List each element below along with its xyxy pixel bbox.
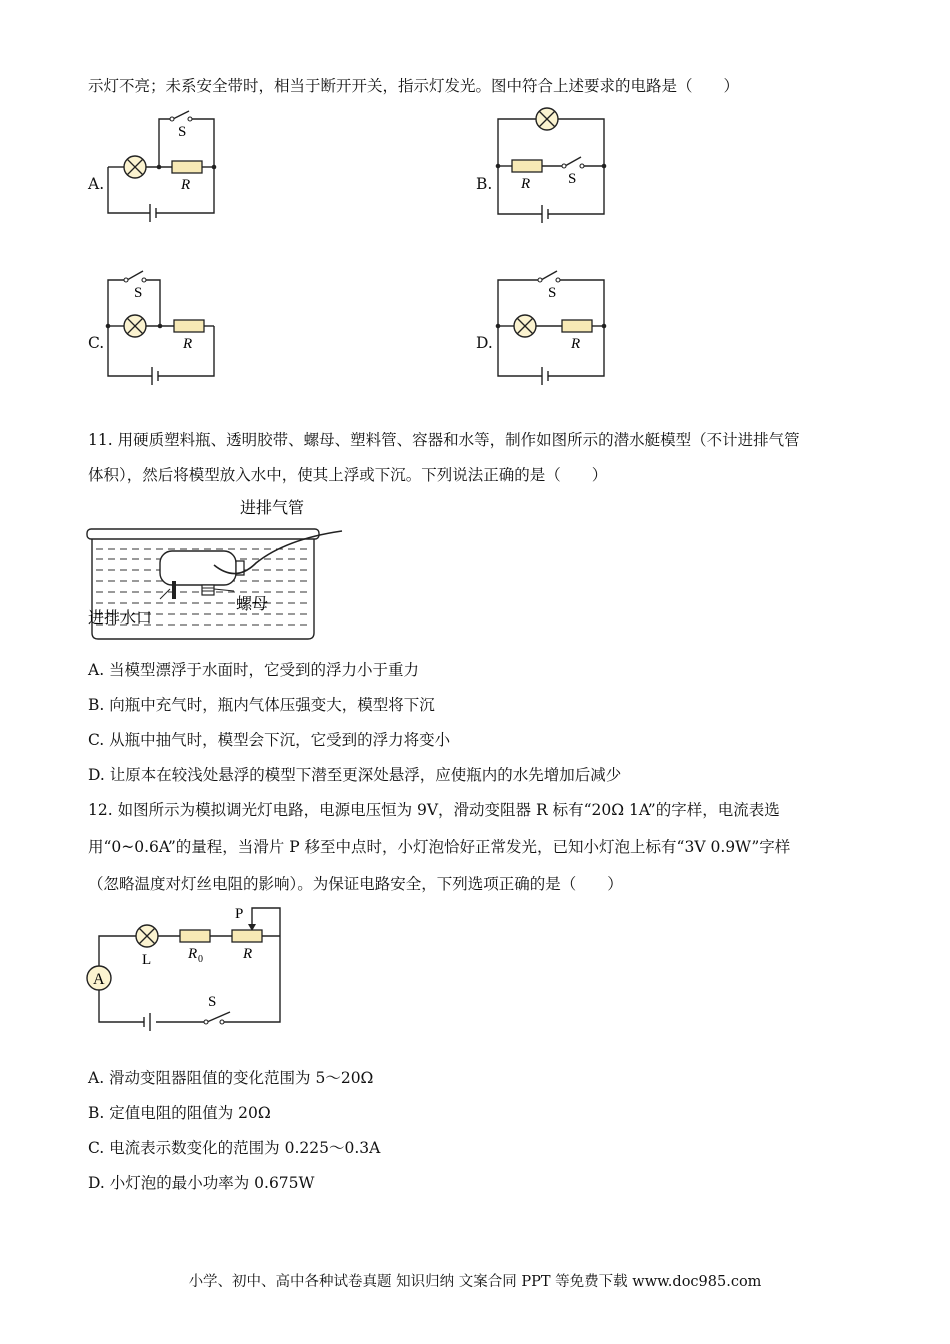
switch-label: S: [208, 994, 217, 1010]
fixed-resistor-label: R: [188, 946, 198, 962]
q12-option-c: C. 电流表示数变化的范围为 0.225～0.3A: [88, 1139, 381, 1157]
resistor-label: R: [181, 177, 191, 193]
q11-option-a: A. 当模型漂浮于水面时，它受到的浮力小于重力: [88, 661, 420, 679]
lamp-icon: [536, 108, 558, 130]
q11-option-b: B. 向瓶中充气时，瓶内气体压强变大，模型将下沉: [88, 696, 435, 714]
page-footer: 小学、初中、高中各种试卷真题 知识归纳 文案合同 PPT 等免费下载 www.doc985.com: [188, 1274, 762, 1290]
water-inlet: [172, 581, 176, 599]
q10-circuit-a: [86, 110, 226, 220]
q12-stem-line-2: 用“0~0.6A”的量程，当滑片 P 移至中点时，小灯泡恰好正常发光，已知小灯泡上标有“3V 0.9W”字样: [88, 838, 791, 856]
q12-stem-line-3: （忽略温度对灯丝电阻的影响）。为保证电路安全，下列选项正确的是（ ）: [88, 875, 623, 893]
slider-label: P: [235, 906, 244, 922]
lamp-label: L: [142, 952, 152, 968]
q11-stem-line-2: 体积），然后将模型放入水中，使其上浮或下沉。下列说法正确的是（ ）: [88, 466, 608, 484]
container-rim: [87, 529, 319, 539]
q10-option-a: A.: [88, 175, 105, 193]
pipe-label: 进排气管: [240, 500, 305, 517]
q11-stem-line-1: 11. 用硬质塑料瓶、透明胶带、螺母、塑料管、容器和水等，制作如图所示的潜水艇模型（不计进排气管: [88, 431, 800, 449]
q10-circuit-d: [476, 266, 616, 382]
q11-option-c: C. 从瓶中抽气时，模型会下沉，它受到的浮力将变小: [88, 731, 451, 749]
lamp-icon: [136, 925, 158, 947]
q12-dimmer-circuit: [84, 902, 294, 1032]
q10-option-c: C.: [88, 334, 105, 352]
rheostat-label: R: [243, 946, 253, 962]
ammeter-icon: [87, 966, 111, 990]
q12-option-b: B. 定值电阻的阻值为 20Ω: [88, 1104, 271, 1122]
resistor-icon: [174, 320, 204, 332]
q10-stem-tail: 示灯不亮；未系安全带时，相当于断开开关，指示灯发光。图中符合上述要求的电路是（ ）: [88, 77, 740, 95]
q10-circuit-c: [86, 266, 226, 382]
resistor-label: R: [521, 176, 531, 192]
q11-option-d: D. 让原本在较浅处悬浮的模型下潜至更深处悬浮，应使瓶内的水先增加后减少: [88, 766, 622, 784]
bottle: [160, 551, 236, 585]
inlet-label: 进排水口: [88, 610, 153, 627]
switch-label: S: [548, 285, 557, 301]
lamp-icon: [124, 156, 146, 178]
ammeter-label: A: [93, 971, 105, 988]
q12-stem-line-1: 12. 如图所示为模拟调光灯电路，电源电压恒为 9V，滑动变阻器 R 标有“20Ω 1A”的字样，电流表选: [88, 801, 780, 819]
q10-option-d: D.: [476, 334, 493, 352]
q12-option-a: A. 滑动变阻器阻值的变化范围为 5～20Ω: [88, 1069, 374, 1087]
switch-label: S: [568, 171, 577, 187]
nut-label: 螺母: [236, 596, 269, 613]
q12-option-d: D. 小灯泡的最小功率为 0.675W: [88, 1174, 315, 1192]
q10-option-b: B.: [476, 175, 493, 193]
nut-icon: [202, 585, 214, 595]
switch-label: S: [178, 124, 187, 140]
lamp-icon: [124, 315, 146, 337]
switch-label: S: [134, 285, 143, 301]
resistor-label: R: [183, 336, 193, 352]
fixed-resistor-icon: [180, 930, 210, 942]
fixed-resistor-subscript: 0: [198, 954, 203, 965]
q11-submarine-figure: [86, 493, 356, 643]
resistor-icon: [562, 320, 592, 332]
lamp-icon: [514, 315, 536, 337]
rheostat-icon: [232, 930, 262, 942]
resistor-label: R: [571, 336, 581, 352]
resistor-icon: [512, 160, 542, 172]
q10-circuit-b: [476, 106, 616, 218]
resistor-icon: [172, 161, 202, 173]
